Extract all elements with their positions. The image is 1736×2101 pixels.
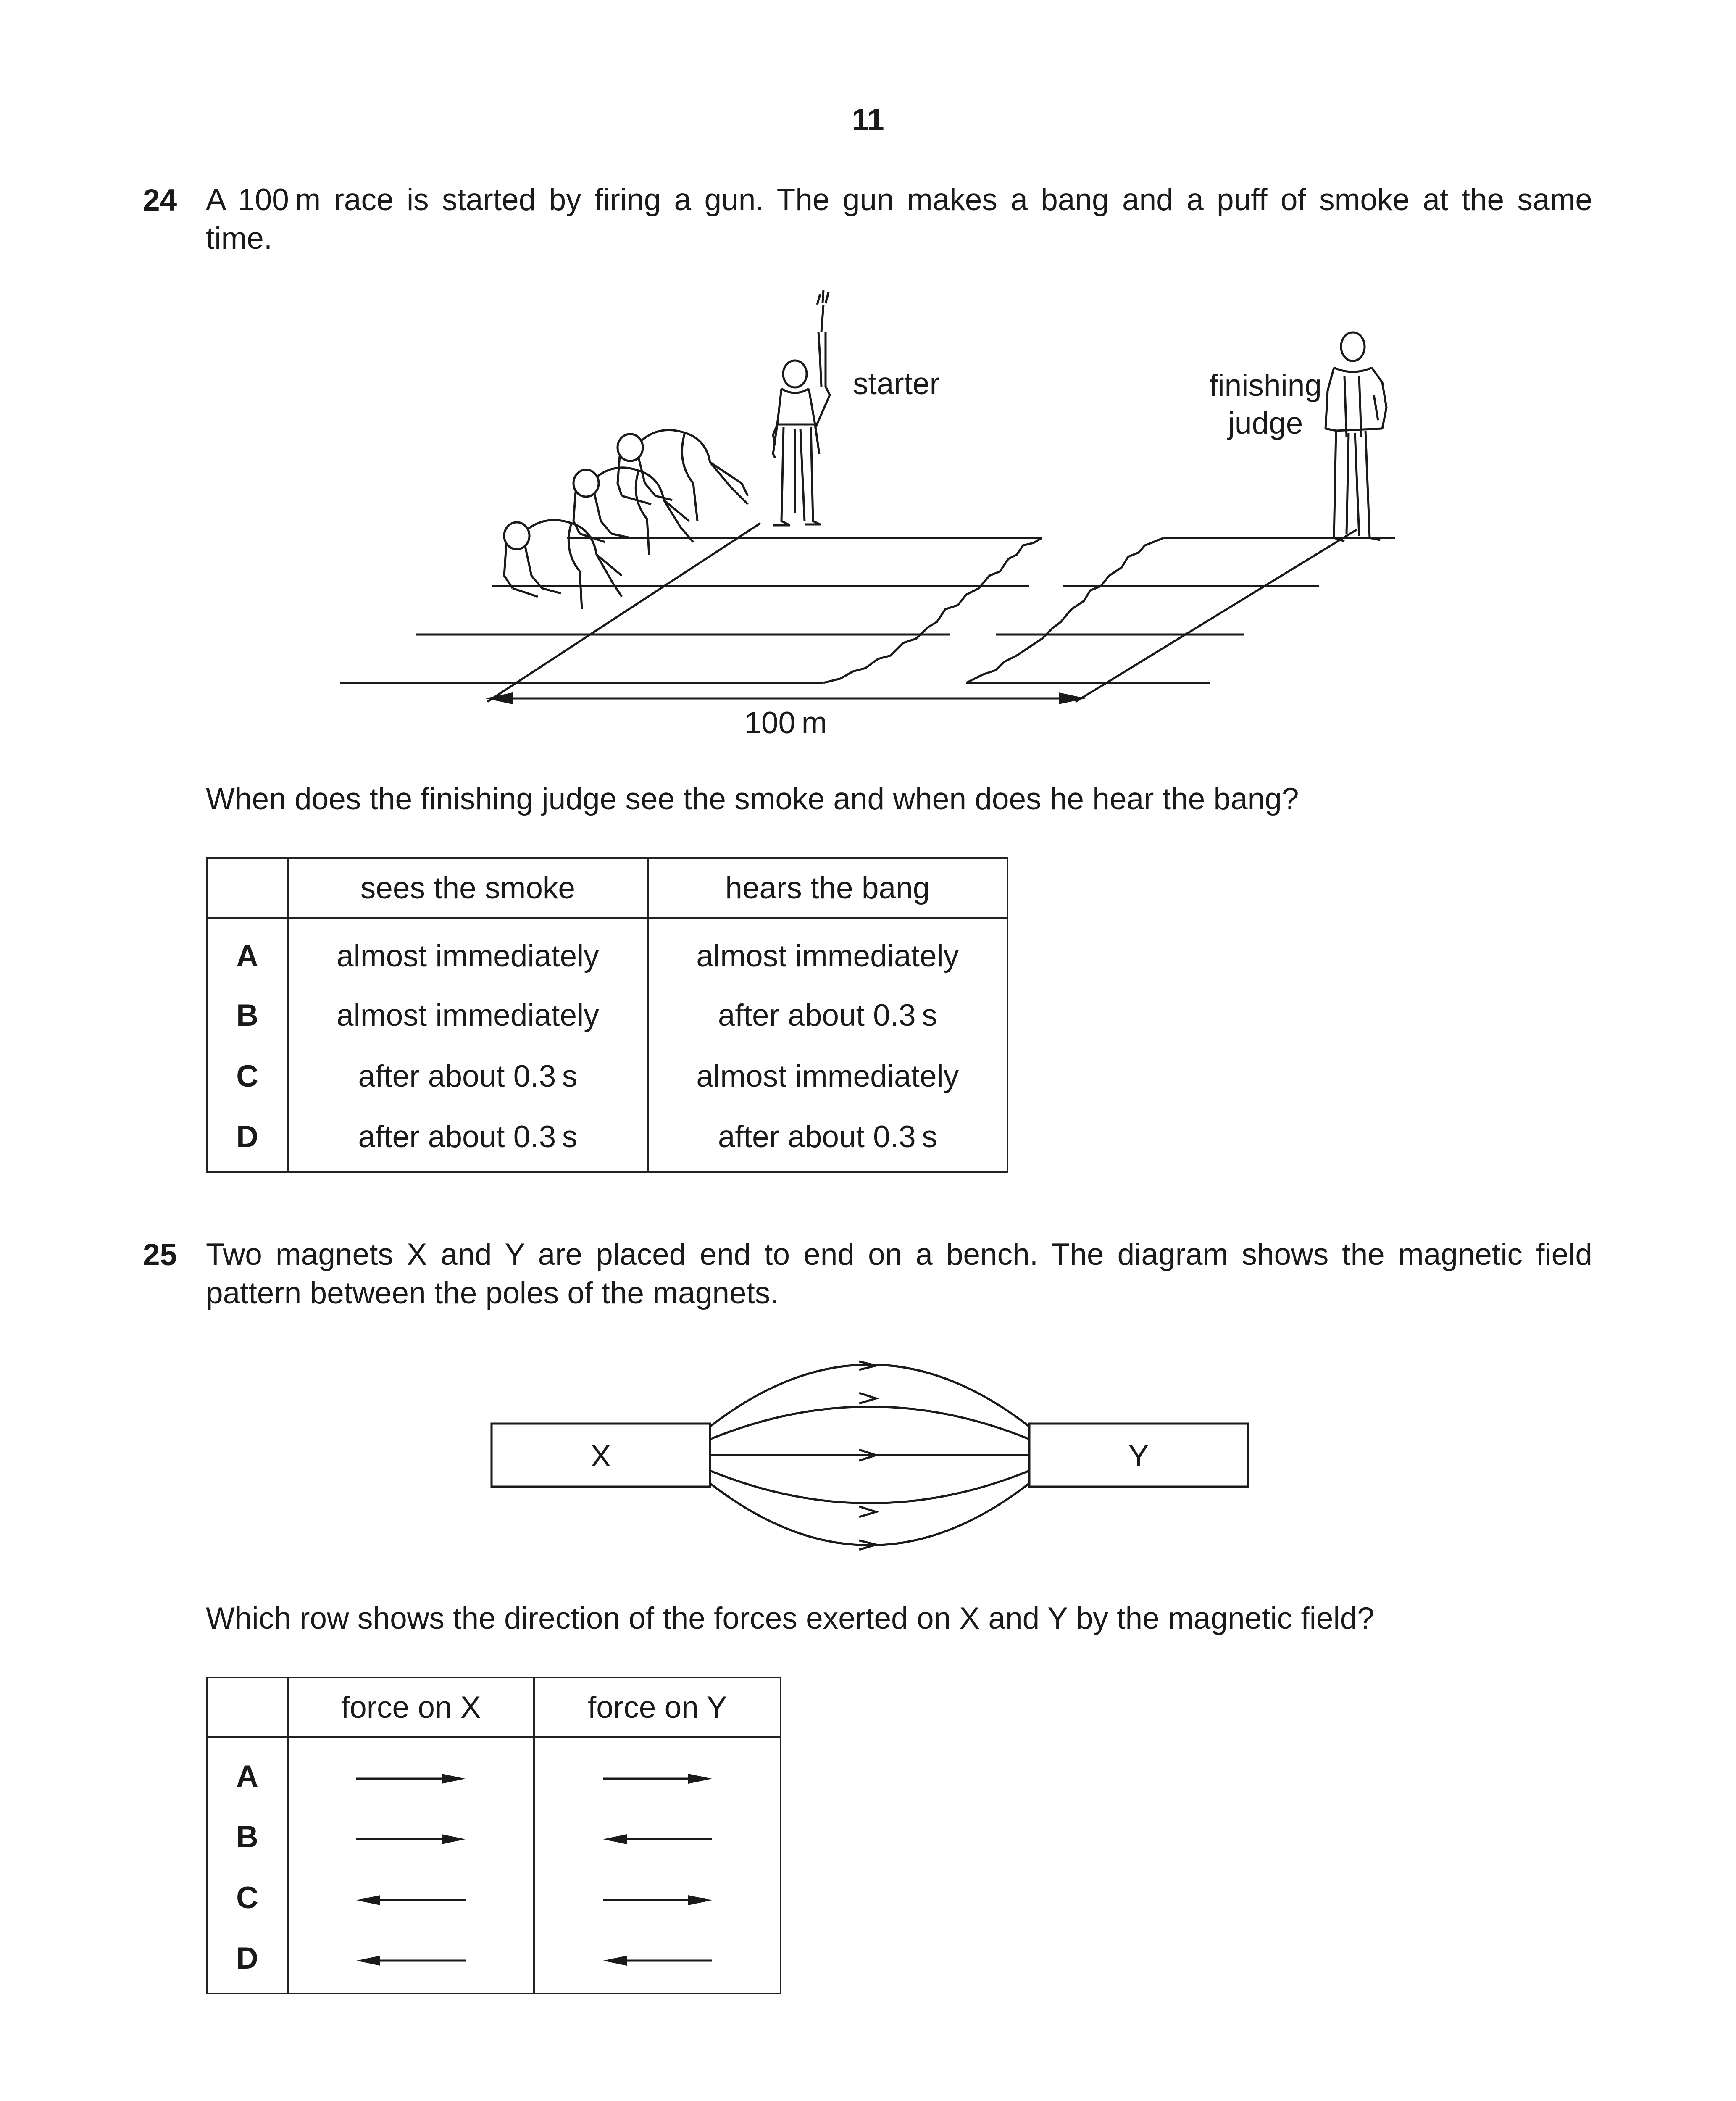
table-row <box>207 1737 781 1806</box>
force-x-arrow <box>288 1806 534 1867</box>
distance-label: 100 m <box>744 706 827 740</box>
question-24-number: 24 <box>143 183 177 217</box>
option-label: B <box>207 1806 288 1867</box>
track-lines-left <box>340 538 1042 683</box>
race-diagram <box>328 286 1420 752</box>
torn-edge-right <box>966 538 1164 683</box>
runners <box>504 430 748 609</box>
option-label: D <box>207 1107 288 1172</box>
distance-arrow <box>485 692 1086 704</box>
question-24-text <box>206 181 1592 258</box>
judge-label-line1: finishing <box>1209 369 1322 403</box>
option-hears: after about 0.3 s <box>648 1107 1007 1172</box>
force-x-arrow <box>288 1867 534 1928</box>
table-header-blank <box>207 1677 288 1737</box>
force-y-arrow <box>534 1737 781 1806</box>
arrow-right-icon <box>601 1770 714 1787</box>
option-label: A <box>207 1737 288 1806</box>
option-hears: almost immediately <box>648 918 1007 985</box>
field-lines <box>710 1365 1029 1545</box>
table-row <box>207 985 1007 1046</box>
question-25-text-line1: Two magnets X and Y are placed end to end on a bench. The diagram shows the magnetic field <box>206 1237 1592 1272</box>
arrow-right-icon <box>354 1770 468 1787</box>
arrow-left-icon <box>354 1892 468 1909</box>
table-row <box>207 918 1007 985</box>
option-sees: after about 0.3 s <box>288 1107 647 1172</box>
arrow-right-icon <box>354 1831 468 1848</box>
question-25-text-line2: pattern between the poles of the magnets. <box>206 1276 779 1310</box>
magnet-field-diagram <box>487 1345 1256 1572</box>
table-header-blank <box>207 858 288 918</box>
judge-figure <box>1326 332 1386 541</box>
option-sees: after about 0.3 s <box>288 1046 647 1107</box>
starter-figure <box>773 290 830 525</box>
table-row <box>207 1867 781 1928</box>
option-label: D <box>207 1928 288 1993</box>
option-label: C <box>207 1046 288 1107</box>
option-label: C <box>207 1867 288 1928</box>
table-header-hears: hears the bang <box>648 858 1007 918</box>
force-y-arrow <box>534 1928 781 1993</box>
track-lines-right <box>966 538 1395 683</box>
question-25-prompt: Which row shows the direction of the forces exerted on X and Y by the magnetic field? <box>206 1601 1374 1635</box>
question-25-number: 25 <box>143 1238 177 1272</box>
arrow-left-icon <box>601 1831 714 1848</box>
table-header-force-y: force on Y <box>534 1677 781 1737</box>
table-row <box>207 1046 1007 1107</box>
table-header-force-x: force on X <box>288 1677 534 1737</box>
table-header-sees: sees the smoke <box>288 858 647 918</box>
force-y-arrow <box>534 1806 781 1867</box>
magnet-x-label: X <box>590 1439 611 1473</box>
force-y-arrow <box>534 1867 781 1928</box>
arrow-left-icon <box>601 1952 714 1969</box>
judge-label-line2: judge <box>1228 406 1303 440</box>
arrow-right-icon <box>601 1892 714 1909</box>
question-24-text-line1: A 100 m race is started by firing a gun. The gun makes a bang and a puff of smoke at the same <box>206 183 1592 217</box>
option-sees: almost immediately <box>288 985 647 1046</box>
table-row <box>207 1928 781 1993</box>
start-line <box>487 523 760 702</box>
torn-edge-left <box>823 538 1042 683</box>
table-row <box>207 1107 1007 1172</box>
option-hears: almost immediately <box>648 1046 1007 1107</box>
option-label: B <box>207 985 288 1046</box>
question-24-prompt: When does the finishing judge see the smoke and when does he hear the bang? <box>206 782 1299 816</box>
force-x-arrow <box>288 1928 534 1993</box>
question-24-options-table <box>206 857 1008 1173</box>
magnet-y-label: Y <box>1128 1439 1149 1473</box>
starter-label: starter <box>853 367 940 401</box>
option-hears: after about 0.3 s <box>648 985 1007 1046</box>
arrow-left-icon <box>354 1952 468 1969</box>
question-24-text-line2: time. <box>206 221 273 255</box>
force-x-arrow <box>288 1737 534 1806</box>
option-label: A <box>207 918 288 985</box>
question-25-options-table <box>206 1677 781 1994</box>
question-25-text <box>206 1235 1592 1313</box>
page-number: 11 <box>852 103 884 137</box>
finish-line <box>1076 529 1357 702</box>
table-row <box>207 1806 781 1867</box>
option-sees: almost immediately <box>288 918 647 985</box>
